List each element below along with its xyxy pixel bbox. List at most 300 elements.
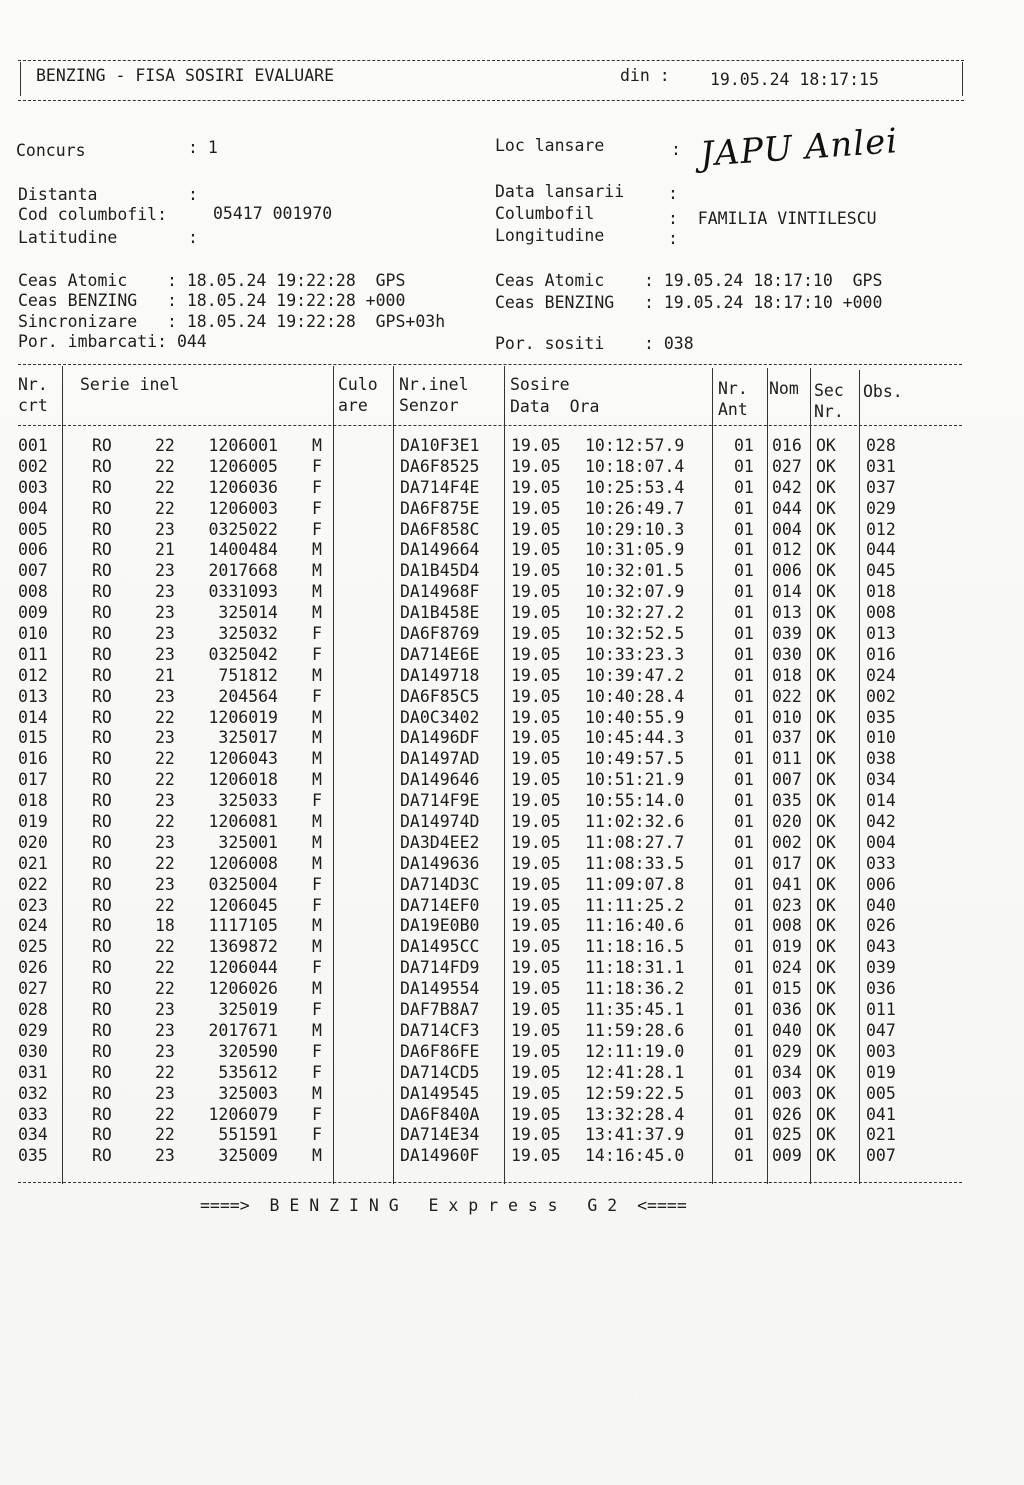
cell-sec: OK xyxy=(816,791,836,811)
cell-data: 19.05 xyxy=(511,603,561,623)
cell-sex: M xyxy=(312,540,322,560)
cell-nr: 021 xyxy=(18,853,48,873)
cell-obs: 040 xyxy=(866,895,896,915)
cell-num: 1206008 xyxy=(208,853,278,873)
cell-senz: DA149718 xyxy=(400,665,480,685)
cell-ant: 01 xyxy=(734,1146,754,1166)
cell-obs: 043 xyxy=(866,937,896,957)
cell-nr: 008 xyxy=(18,582,48,602)
cell-num: 1206045 xyxy=(208,895,278,915)
cell-obs: 007 xyxy=(866,1146,896,1166)
cod-value: 05417 001970 xyxy=(213,204,333,223)
cell-nr: 012 xyxy=(18,665,48,685)
cell-an: 23 xyxy=(155,1146,175,1166)
cell-senz: DA149636 xyxy=(400,853,480,873)
table-row xyxy=(0,478,1024,499)
cell-sex: F xyxy=(312,874,322,894)
cell-data: 19.05 xyxy=(511,498,561,518)
cell-obs: 026 xyxy=(866,916,896,936)
cell-data: 19.05 xyxy=(511,791,561,811)
cell-tara: RO xyxy=(92,1020,112,1040)
cell-sec: OK xyxy=(816,1125,836,1145)
cell-tara: RO xyxy=(92,498,112,518)
cell-sex: M xyxy=(312,728,322,748)
cell-sec: OK xyxy=(816,937,836,957)
cell-num: 1206001 xyxy=(208,436,278,455)
table-row xyxy=(0,499,1024,520)
cell-sec: OK xyxy=(816,1041,836,1061)
cell-sec: OK xyxy=(816,728,836,748)
cell-nr: 006 xyxy=(18,540,48,560)
cell-sec: OK xyxy=(816,477,836,497)
cell-senz: DA0C3402 xyxy=(400,707,480,727)
cell-obs: 044 xyxy=(866,540,896,560)
cell-senz: DA14960F xyxy=(400,1146,480,1166)
cell-ora: 11:35:45.1 xyxy=(585,1000,685,1020)
cell-sec: OK xyxy=(816,832,836,852)
cell-an: 21 xyxy=(155,665,175,685)
cell-tara: RO xyxy=(92,874,112,894)
cell-sex: M xyxy=(312,1083,322,1103)
cell-nom: 015 xyxy=(772,979,802,999)
table-row xyxy=(0,666,1024,687)
cell-an: 22 xyxy=(155,477,175,497)
cell-senz: DA3D4EE2 xyxy=(400,832,480,852)
cell-data: 19.05 xyxy=(511,436,561,455)
cell-sec: OK xyxy=(816,582,836,602)
cod-label: Cod columbofil: xyxy=(18,205,168,224)
cell-senz: DA14974D xyxy=(400,812,480,832)
cell-ora: 10:49:57.5 xyxy=(585,749,685,769)
cell-data: 19.05 xyxy=(511,624,561,644)
cell-ant: 01 xyxy=(734,1125,754,1145)
cell-sec: OK xyxy=(816,853,836,873)
cell-ant: 01 xyxy=(734,895,754,915)
cell-tara: RO xyxy=(92,832,112,852)
cell-data: 19.05 xyxy=(511,874,561,894)
cell-senz: DA714EF0 xyxy=(400,895,480,915)
cell-obs: 010 xyxy=(866,728,896,748)
cell-tara: RO xyxy=(92,1062,112,1082)
cell-nr: 019 xyxy=(18,812,48,832)
cell-tara: RO xyxy=(92,1104,112,1124)
cell-ant: 01 xyxy=(734,540,754,560)
cell-tara: RO xyxy=(92,1146,112,1166)
print-date-value: 19.05.24 18:17:15 xyxy=(710,70,879,89)
cell-senz: DA6F86FE xyxy=(400,1041,480,1061)
cell-ant: 01 xyxy=(734,1062,754,1082)
cell-sex: M xyxy=(312,436,322,455)
col-ant-a: Nr. xyxy=(718,379,748,398)
cell-sex: M xyxy=(312,770,322,790)
cell-num: 1206043 xyxy=(208,749,278,769)
cell-ant: 01 xyxy=(734,1000,754,1020)
table-row xyxy=(0,979,1024,1000)
cell-senz: DA19E0B0 xyxy=(400,916,480,936)
table-row xyxy=(0,916,1024,937)
cell-ora: 11:18:31.1 xyxy=(585,958,685,978)
cell-ant: 01 xyxy=(734,874,754,894)
cell-nr: 034 xyxy=(18,1125,48,1145)
cell-tara: RO xyxy=(92,728,112,748)
cell-sec: OK xyxy=(816,1000,836,1020)
cell-tara: RO xyxy=(92,791,112,811)
table-row xyxy=(0,1146,1024,1167)
cell-sex: M xyxy=(312,749,322,769)
cell-obs: 021 xyxy=(866,1125,896,1145)
cell-tara: RO xyxy=(92,603,112,623)
cell-ant: 01 xyxy=(734,561,754,581)
cell-an: 23 xyxy=(155,832,175,852)
cell-sec: OK xyxy=(816,812,836,832)
cell-senz: DA149545 xyxy=(400,1083,480,1103)
cell-ant: 01 xyxy=(734,519,754,539)
cell-senz: DA10F3E1 xyxy=(400,436,480,455)
cell-nom: 042 xyxy=(772,477,802,497)
cell-sec: OK xyxy=(816,1146,836,1166)
cell-sec: OK xyxy=(816,979,836,999)
cell-senz: DA6F8525 xyxy=(400,456,480,476)
cell-an: 22 xyxy=(155,707,175,727)
cell-nr: 009 xyxy=(18,603,48,623)
cell-ora: 10:32:07.9 xyxy=(585,582,685,602)
cell-data: 19.05 xyxy=(511,853,561,873)
table-bottom-rule xyxy=(18,1182,962,1183)
cell-obs: 019 xyxy=(866,1062,896,1082)
cell-sex: F xyxy=(312,958,322,978)
table-row xyxy=(0,1000,1024,1021)
cell-sex: F xyxy=(312,456,322,476)
latitudine-value: : xyxy=(188,228,198,247)
distanta-label: Distanta xyxy=(18,185,98,204)
cell-num: 325001 xyxy=(218,832,278,852)
cell-nr: 013 xyxy=(18,686,48,706)
columbofil-label: Columbofil xyxy=(495,204,595,223)
cell-ant: 01 xyxy=(734,603,754,623)
cell-nom: 036 xyxy=(772,1000,802,1020)
cell-an: 22 xyxy=(155,456,175,476)
cell-obs: 013 xyxy=(866,624,896,644)
cell-ora: 10:26:49.7 xyxy=(585,498,685,518)
cell-nom: 017 xyxy=(772,853,802,873)
cell-an: 22 xyxy=(155,937,175,957)
cell-sex: F xyxy=(312,686,322,706)
table-row xyxy=(0,520,1024,541)
cell-tara: RO xyxy=(92,958,112,978)
cell-ora: 11:08:27.7 xyxy=(585,832,685,852)
cell-nr: 011 xyxy=(18,644,48,664)
cell-nom: 026 xyxy=(772,1104,802,1124)
table-row xyxy=(0,749,1024,770)
table-row xyxy=(0,1042,1024,1063)
col-sec-a: Sec xyxy=(814,381,844,400)
por-sositi: Por. sositi : 038 xyxy=(495,334,694,353)
cell-an: 22 xyxy=(155,498,175,518)
cell-ora: 10:55:14.0 xyxy=(585,791,685,811)
cell-tara: RO xyxy=(92,644,112,664)
cell-obs: 016 xyxy=(866,644,896,664)
cell-ora: 10:29:10.3 xyxy=(585,519,685,539)
latitudine-label: Latitudine xyxy=(18,228,118,247)
cell-ant: 01 xyxy=(734,1041,754,1061)
cell-obs: 037 xyxy=(866,477,896,497)
col-nr-b: crt xyxy=(18,396,48,415)
col-nr-a: Nr. xyxy=(18,375,48,394)
cell-an: 22 xyxy=(155,895,175,915)
cell-senz: DA6F858C xyxy=(400,519,480,539)
cell-ant: 01 xyxy=(734,958,754,978)
cell-ant: 01 xyxy=(734,686,754,706)
cell-ora: 11:02:32.6 xyxy=(585,812,685,832)
cell-nom: 039 xyxy=(772,624,802,644)
table-row xyxy=(0,791,1024,812)
cell-nom: 044 xyxy=(772,498,802,518)
cell-obs: 039 xyxy=(866,958,896,978)
cell-nom: 008 xyxy=(772,916,802,936)
cell-ora: 12:11:19.0 xyxy=(585,1041,685,1061)
cell-ora: 10:18:07.4 xyxy=(585,456,685,476)
cell-tara: RO xyxy=(92,519,112,539)
cell-data: 19.05 xyxy=(511,477,561,497)
cell-obs: 033 xyxy=(866,853,896,873)
cell-tara: RO xyxy=(92,979,112,999)
cell-sex: F xyxy=(312,791,322,811)
cell-sex: M xyxy=(312,561,322,581)
cell-obs: 018 xyxy=(866,582,896,602)
cell-ant: 01 xyxy=(734,770,754,790)
cell-nom: 004 xyxy=(772,519,802,539)
cell-ant: 01 xyxy=(734,979,754,999)
cell-sec: OK xyxy=(816,686,836,706)
cell-sec: OK xyxy=(816,770,836,790)
cell-sec: OK xyxy=(816,624,836,644)
cell-senz: DA714E34 xyxy=(400,1125,480,1145)
cell-obs: 002 xyxy=(866,686,896,706)
cell-an: 23 xyxy=(155,644,175,664)
cell-nr: 007 xyxy=(18,561,48,581)
cell-num: 1206003 xyxy=(208,498,278,518)
cell-ora: 11:18:36.2 xyxy=(585,979,685,999)
cell-data: 19.05 xyxy=(511,937,561,957)
cell-data: 19.05 xyxy=(511,1104,561,1124)
cell-an: 22 xyxy=(155,812,175,832)
loc-lansare-sep: : xyxy=(671,140,681,159)
cell-obs: 035 xyxy=(866,707,896,727)
table-row xyxy=(0,896,1024,917)
cell-sec: OK xyxy=(816,1020,836,1040)
cell-an: 23 xyxy=(155,1020,175,1040)
cell-data: 19.05 xyxy=(511,832,561,852)
cell-num: 1400484 xyxy=(208,540,278,560)
cell-nr: 016 xyxy=(18,749,48,769)
cell-an: 23 xyxy=(155,1000,175,1020)
table-row xyxy=(0,812,1024,833)
cell-num: 325032 xyxy=(218,624,278,644)
cell-sec: OK xyxy=(816,540,836,560)
cell-nr: 026 xyxy=(18,958,48,978)
cell-nr: 029 xyxy=(18,1020,48,1040)
cell-an: 22 xyxy=(155,853,175,873)
cell-num: 0325042 xyxy=(208,644,278,664)
cell-nom: 013 xyxy=(772,603,802,623)
cell-an: 22 xyxy=(155,979,175,999)
cell-obs: 034 xyxy=(866,770,896,790)
cell-num: 325003 xyxy=(218,1083,278,1103)
cell-tara: RO xyxy=(92,853,112,873)
print-date-label: din : xyxy=(620,66,670,85)
cell-sec: OK xyxy=(816,456,836,476)
cell-ant: 01 xyxy=(734,1104,754,1124)
cell-num: 325009 xyxy=(218,1146,278,1166)
table-row xyxy=(0,582,1024,603)
cell-num: 1206026 xyxy=(208,979,278,999)
cell-senz: DA14968F xyxy=(400,582,480,602)
cell-ora: 11:09:07.8 xyxy=(585,874,685,894)
cell-sex: M xyxy=(312,979,322,999)
cell-num: 535612 xyxy=(218,1062,278,1082)
cell-sec: OK xyxy=(816,436,836,455)
cell-nr: 028 xyxy=(18,1000,48,1020)
cell-an: 21 xyxy=(155,540,175,560)
cell-nom: 030 xyxy=(772,644,802,664)
cell-an: 23 xyxy=(155,1041,175,1061)
cell-senz: DA149646 xyxy=(400,770,480,790)
cell-sex: F xyxy=(312,1000,322,1020)
cell-sex: F xyxy=(312,498,322,518)
cell-nr: 022 xyxy=(18,874,48,894)
cell-nom: 020 xyxy=(772,812,802,832)
cell-an: 23 xyxy=(155,519,175,539)
table-row xyxy=(0,1063,1024,1084)
cell-senz: DA1B458E xyxy=(400,603,480,623)
cell-sec: OK xyxy=(816,895,836,915)
col-serie: Serie inel xyxy=(80,375,180,394)
cell-ant: 01 xyxy=(734,665,754,685)
cell-sex: M xyxy=(312,707,322,727)
cell-tara: RO xyxy=(92,916,112,936)
cell-an: 23 xyxy=(155,791,175,811)
header-right-border xyxy=(962,62,963,96)
cell-nr: 014 xyxy=(18,707,48,727)
cell-obs: 047 xyxy=(866,1020,896,1040)
cell-data: 19.05 xyxy=(511,1146,561,1166)
cell-an: 23 xyxy=(155,561,175,581)
clock-benzing-right: Ceas BENZING : 19.05.24 18:17:10 +000 xyxy=(495,293,883,312)
cell-sex: M xyxy=(312,832,322,852)
cell-sex: F xyxy=(312,624,322,644)
cell-obs: 005 xyxy=(866,1083,896,1103)
col-senzor-b: Senzor xyxy=(399,396,459,415)
cell-senz: DA714D3C xyxy=(400,874,480,894)
cell-tara: RO xyxy=(92,477,112,497)
cell-nr: 015 xyxy=(18,728,48,748)
table-row xyxy=(0,854,1024,875)
cell-sex: F xyxy=(312,1104,322,1124)
table-header-rule xyxy=(18,425,962,426)
cell-num: 0325004 xyxy=(208,874,278,894)
cell-ora: 10:32:27.2 xyxy=(585,603,685,623)
cell-nr: 018 xyxy=(18,791,48,811)
concurs-label: Concurs xyxy=(16,141,86,160)
cell-nr: 030 xyxy=(18,1041,48,1061)
cell-tara: RO xyxy=(92,665,112,685)
longitudine-value: : xyxy=(668,229,678,248)
cell-ant: 01 xyxy=(734,832,754,852)
cell-ora: 10:25:53.4 xyxy=(585,477,685,497)
cell-tara: RO xyxy=(92,749,112,769)
cell-nr: 001 xyxy=(18,436,48,455)
cell-data: 19.05 xyxy=(511,1062,561,1082)
cell-sec: OK xyxy=(816,1062,836,1082)
cell-tara: RO xyxy=(92,812,112,832)
cell-num: 1206005 xyxy=(208,456,278,476)
cell-an: 23 xyxy=(155,582,175,602)
cell-nr: 035 xyxy=(18,1146,48,1166)
table-row xyxy=(0,540,1024,561)
cell-senz: DA1B45D4 xyxy=(400,561,480,581)
col-culoare-a: Culo xyxy=(338,375,378,394)
cell-obs: 031 xyxy=(866,456,896,476)
table-row xyxy=(0,687,1024,708)
cell-sec: OK xyxy=(816,749,836,769)
cell-nom: 010 xyxy=(772,707,802,727)
cell-sec: OK xyxy=(816,561,836,581)
cell-ora: 14:16:45.0 xyxy=(585,1146,685,1166)
cell-num: 0331093 xyxy=(208,582,278,602)
cell-num: 325014 xyxy=(218,603,278,623)
header-bottom-rule xyxy=(18,100,964,101)
cell-ora: 13:32:28.4 xyxy=(585,1104,685,1124)
cell-sec: OK xyxy=(816,916,836,936)
table-row xyxy=(0,708,1024,729)
cell-ant: 01 xyxy=(734,1083,754,1103)
cell-senz: DA1495CC xyxy=(400,937,480,957)
cell-data: 19.05 xyxy=(511,979,561,999)
cell-nom: 012 xyxy=(772,540,802,560)
cell-nom: 016 xyxy=(772,436,802,455)
cell-obs: 011 xyxy=(866,1000,896,1020)
cell-data: 19.05 xyxy=(511,1000,561,1020)
cell-obs: 012 xyxy=(866,519,896,539)
col-culoare-b: are xyxy=(338,396,368,415)
loc-lansare-label: Loc lansare xyxy=(495,136,605,155)
cell-senz: DA149664 xyxy=(400,540,480,560)
cell-data: 19.05 xyxy=(511,812,561,832)
cell-data: 19.05 xyxy=(511,519,561,539)
cell-sex: F xyxy=(312,1041,322,1061)
cell-ant: 01 xyxy=(734,791,754,811)
cell-ant: 01 xyxy=(734,624,754,644)
cell-ora: 12:59:22.5 xyxy=(585,1083,685,1103)
table-row xyxy=(0,603,1024,624)
cell-sec: OK xyxy=(816,874,836,894)
cell-data: 19.05 xyxy=(511,686,561,706)
table-row xyxy=(0,1021,1024,1042)
cell-obs: 006 xyxy=(866,874,896,894)
clock-benzing-left: Ceas BENZING : 18.05.24 19:22:28 +000 xyxy=(18,291,406,310)
cell-ant: 01 xyxy=(734,436,754,455)
cell-tara: RO xyxy=(92,686,112,706)
cell-ant: 01 xyxy=(734,749,754,769)
cell-obs: 036 xyxy=(866,979,896,999)
cell-num: 1117105 xyxy=(208,916,278,936)
cell-data: 19.05 xyxy=(511,749,561,769)
cell-data: 19.05 xyxy=(511,916,561,936)
table-row xyxy=(0,728,1024,749)
cell-ora: 10:32:52.5 xyxy=(585,624,685,644)
cell-obs: 014 xyxy=(866,791,896,811)
table-row xyxy=(0,1105,1024,1126)
